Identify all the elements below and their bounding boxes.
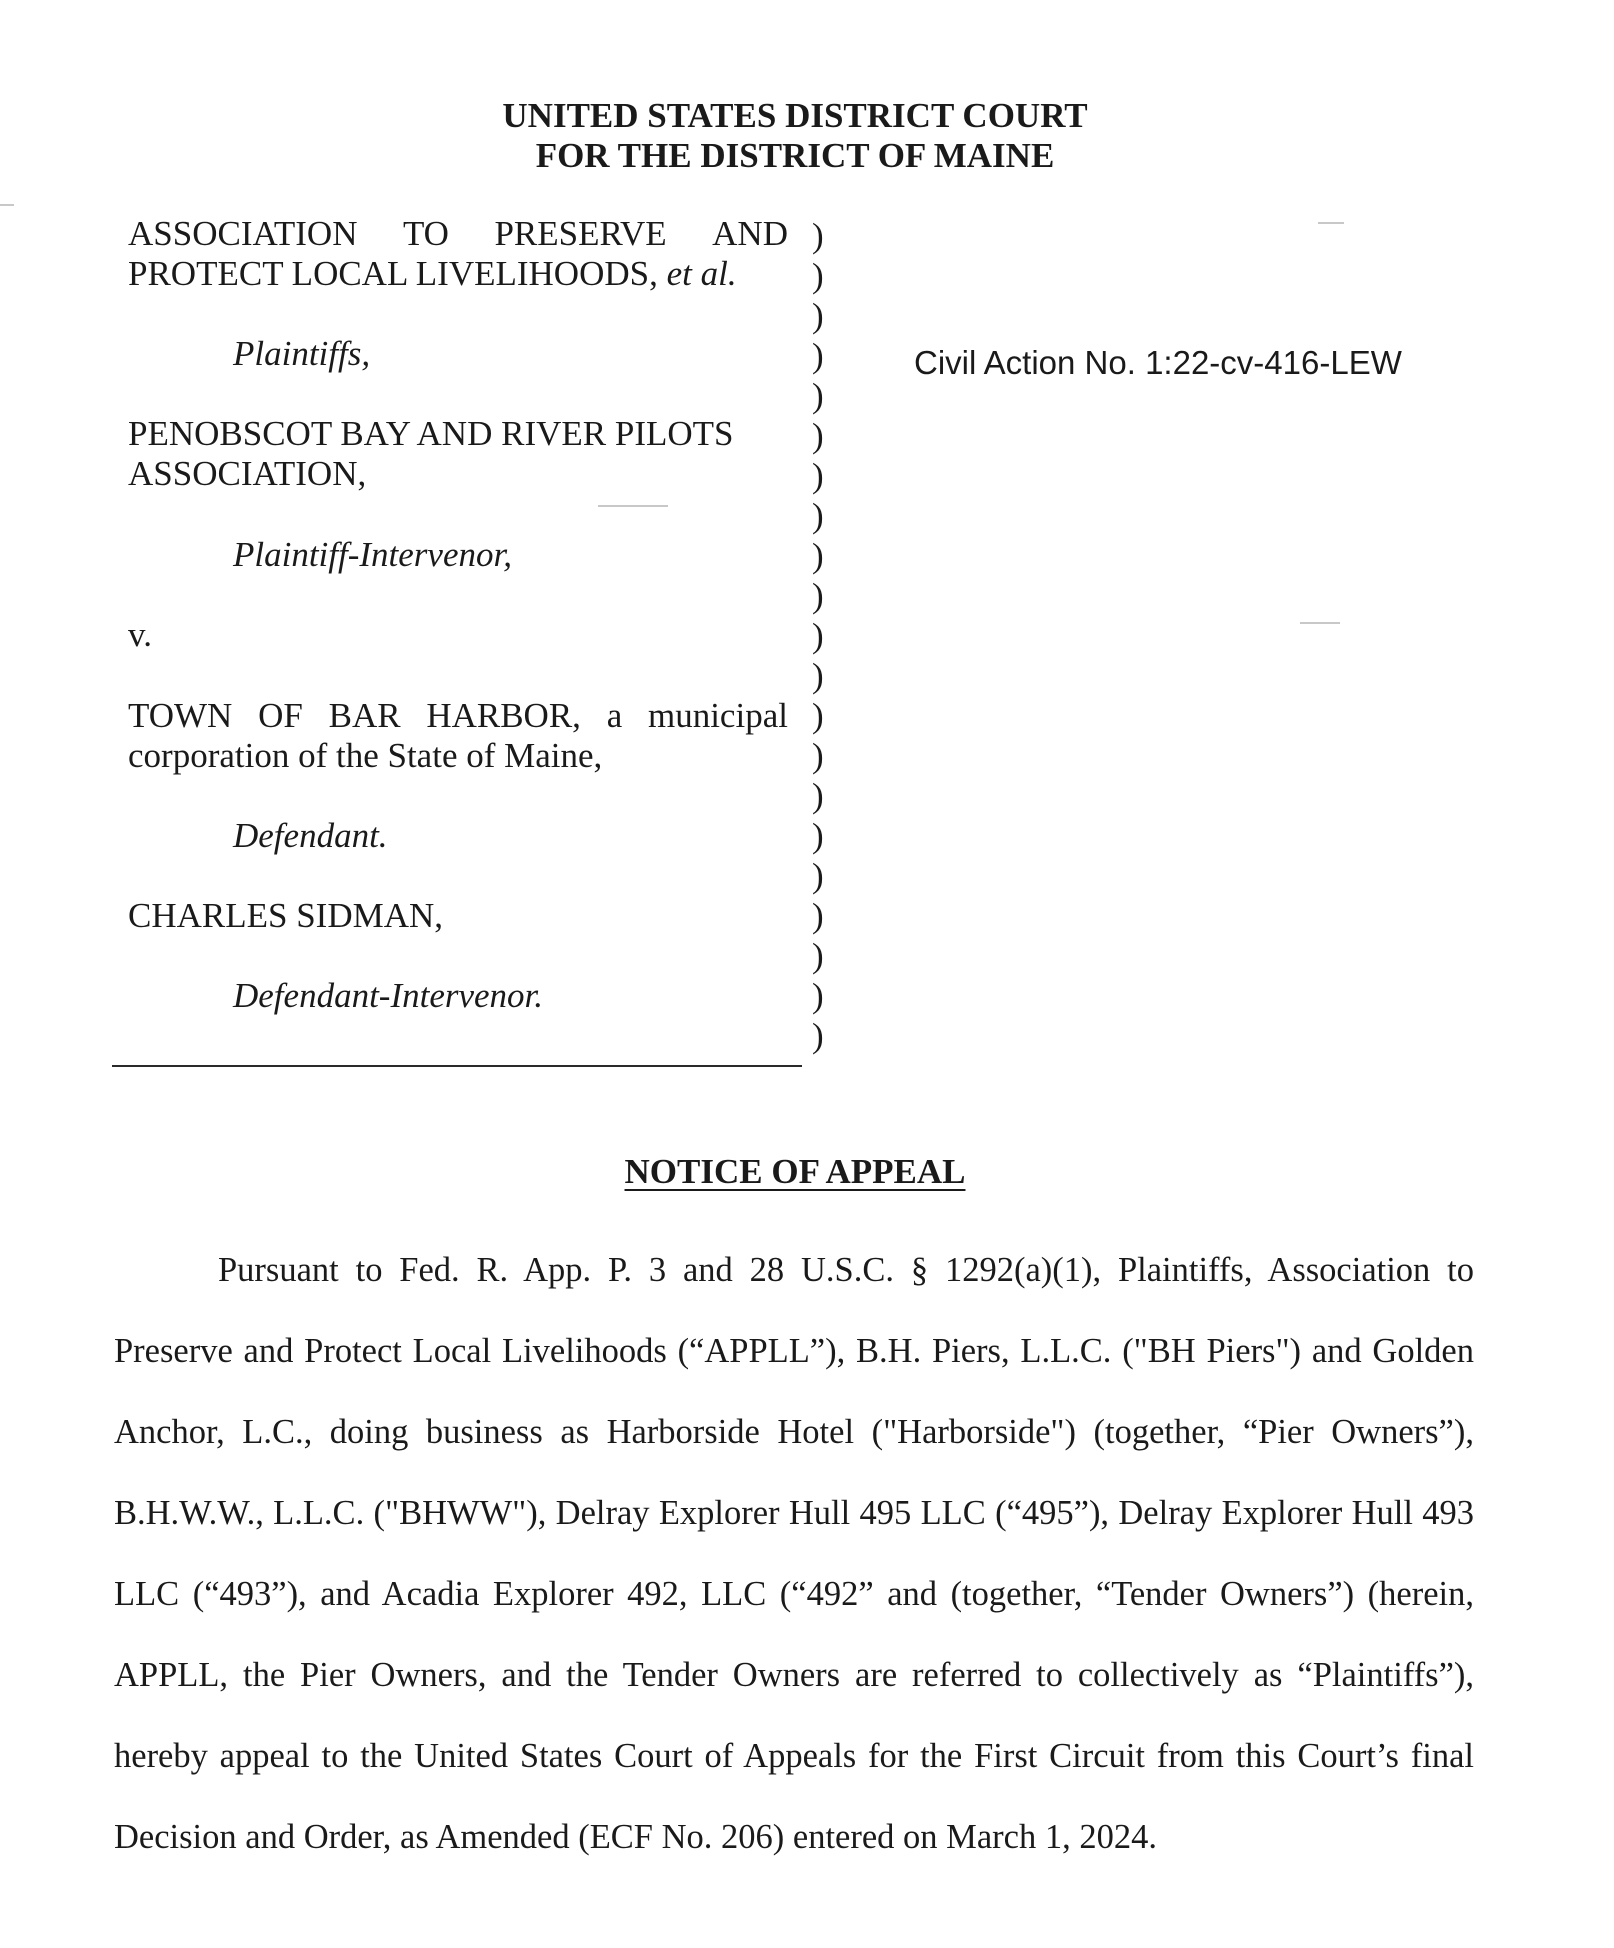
paren: ) (812, 976, 824, 1015)
paren: ) (812, 1016, 824, 1055)
paren: ) (812, 296, 824, 335)
caption-word: OF (258, 696, 303, 735)
caption-word: TO (402, 214, 449, 253)
paren: ) (812, 736, 824, 775)
plaintiffs-name-line-2 (128, 254, 788, 294)
scan-artifact (0, 204, 14, 206)
paren: ) (812, 656, 824, 695)
intervenor-name-line-2: ASSOCIATION, (128, 454, 367, 493)
body-paragraph: Pursuant to Fed. R. App. P. 3 and 28 U.S.C. § 1292(a)(1), Plaintiffs, Association to Preserve and Protect Local Livelihoods (“APPLL”), B.H. Piers, L.L.C. ("BH Piers") and Golden Anchor, L.C., doing business as Harborside Hotel ("Harborside") (together, “Pier Owners”), B.H.W.W., L.L.C. ("BHWW"), Delray Explorer Hull 495 LLC (“495”), Delray Explorer Hull 493 LLC (“493”), and Acadia Explorer 492, LLC (“492” and (together, “Tender Owners”) (herein, APPLL, the Pier Owners, and the Tender Owners are referred to collectively as “Plaintiffs”), hereby appeal to the United States Court of Appeals for the First Circuit from this Court’s final Decision and Order, as Amended (ECF No. 206) entered on March 1, 2024. (114, 1251, 1474, 1856)
paren: ) (812, 896, 824, 935)
intervenor-role: Plaintiff-Intervenor, (233, 535, 512, 574)
caption-word: BAR (328, 696, 401, 735)
paren: ) (812, 936, 824, 975)
document-title (0, 1150, 1590, 1194)
paren: ) (812, 616, 824, 655)
defendant-role: Defendant. (233, 816, 388, 855)
case-number: Civil Action No. 1:22-cv-416-LEW (914, 344, 1402, 381)
defendant-name-line-1 (128, 696, 788, 736)
caption-word: PRESERVE (494, 214, 667, 253)
document-title-text: NOTICE OF APPEAL (624, 1152, 966, 1191)
plaintiffs-role: Plaintiffs, (233, 334, 371, 373)
paren: ) (812, 576, 824, 615)
paren: ) (812, 216, 824, 255)
caption-word: AND (712, 214, 788, 253)
intervenor-name-line-1: PENOBSCOT BAY AND RIVER PILOTS (128, 414, 734, 453)
paren: ) (812, 496, 824, 535)
paren: ) (812, 256, 824, 295)
caption-word: a (606, 696, 623, 735)
defendant-name-line-2: corporation of the State of Maine, (128, 736, 603, 775)
caption-word: HARBOR, (426, 696, 581, 735)
caption-rule (112, 1065, 802, 1067)
et-al: et al. (666, 254, 737, 293)
paren: ) (812, 376, 824, 415)
defendant-intervenor-role: Defendant-Intervenor. (233, 976, 544, 1015)
caption-word: TOWN (128, 696, 233, 735)
scan-artifact (598, 505, 668, 507)
paren: ) (812, 696, 824, 735)
versus: v. (128, 615, 152, 654)
scan-artifact (1300, 622, 1340, 624)
plaintiffs-name-text: PROTECT LOCAL LIVELIHOODS, (128, 254, 658, 293)
court-district: FOR THE DISTRICT OF MAINE (535, 136, 1055, 175)
paren: ) (812, 816, 824, 855)
paren: ) (812, 456, 824, 495)
paren: ) (812, 416, 824, 455)
caption-word: ASSOCIATION (128, 214, 358, 253)
paren: ) (812, 536, 824, 575)
paren: ) (812, 336, 824, 375)
plaintiffs-name-line-1 (128, 214, 788, 254)
defendant-intervenor-name: CHARLES SIDMAN, (128, 896, 444, 935)
scan-artifact (1318, 222, 1344, 224)
court-name: UNITED STATES DISTRICT COURT (502, 96, 1088, 135)
caption-word: municipal (647, 696, 788, 735)
court-heading (0, 96, 1590, 176)
paren: ) (812, 856, 824, 895)
paren: ) (812, 776, 824, 815)
